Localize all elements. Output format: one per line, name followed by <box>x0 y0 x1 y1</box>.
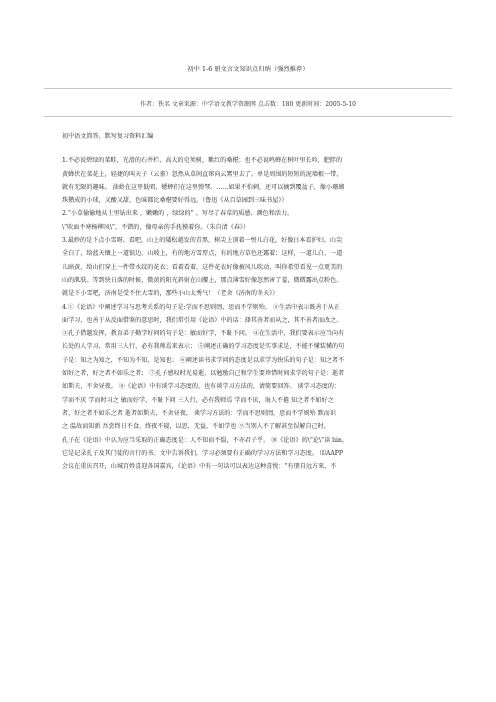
section-heading: 初中语文简答、默写复习资料汇编 <box>62 133 154 140</box>
text-line: 孔子在《论语》中认为应当采取的正确态度是：人不知而不愠，不亦君子乎。 ⑩《论语》的\“论\”读 lún， <box>62 436 349 444</box>
text-line: 如斯夫，不舍昼夜。 ⑧《论语》中有谈学习态度的，也有谈学习方法的，请简要回答。 谈学习态度的： <box>62 383 341 391</box>
text-line: 4.①《论语》中阐述学习与思考关系的句子是:学而不思则罔，思而不学则殆。 ②生活中表示既善于从正 <box>62 303 340 311</box>
text-line: \“吹面不寒杨柳风\”，不错的，像母亲的手抚摸着你。（朱自清《春》） <box>62 223 250 231</box>
text-line: 子是：知之为知之，不知为不知，是知也； ⑥阐述读书求学问的态度是以求学为快乐的句子是：知之者不 <box>62 356 345 364</box>
divider-top <box>44 88 452 89</box>
text-line: 黄蜂伏在菜花上，轻捷的叫天子（云雀）忽然从草间直窜向云霄里去了。单是周围的短短的泥墙根一带， <box>62 170 343 178</box>
spacer <box>62 143 434 154</box>
text-line: 山的肌肤。等到快日落的时候，微黄的阳光斜射在山腰上，那点薄雪好像忽然害了羞，微微露出点粉色。 <box>62 276 343 284</box>
text-line: 如好之者，好之者不如乐之者； ⑦孔子感叹时光易逝，以勉励自己和学生要珍惜时间求学的句子是：逝者 <box>62 370 345 378</box>
text-line <box>62 473 434 486</box>
text-line: 长处的人学习，常用三人行，必有我师焉来表示； ⑤阐述正确的学习态度是实事求是，不能不懂装懂的句 <box>62 343 345 351</box>
text-line: 儿暗黄，给山们穿上一件带水纹的花衣；看着看着，这件花衣好像被风儿吹动，叫你希望看见一点更美的 <box>62 263 343 271</box>
text-line: ③孔子借题发挥，教育弟子勤学好问的句子是：敏而好学，不耻下问。 ④在生活中，我们要表示应当向有 <box>62 330 345 338</box>
text-line: 就是下小雪吧，济南是受不住大雪的，那些小山太秀气！（老舍《济南的冬天》） <box>62 290 279 298</box>
text-line: 3.最妙的是下点小雪呀。看吧，山上的矮松越发的青黑，树尖上顶着一髻儿白花，好像日本看护妇。山尖 <box>62 237 343 245</box>
article-meta: 作者：佚名 文章来源：中学语文教学资源网 点击数：180 更新时间：2005-5-10 <box>140 101 356 108</box>
text-line: 珠攒成的小球，又酸又甜，色味都比桑椹要好得远。（鲁迅《从百草园到三味书屋》） <box>62 197 288 205</box>
text-line: 学而不厌 学而时习之 敏而好学，不耻下问 三人行，必有我师焉 学而不厌，诲人不倦 知之者不如好之 <box>62 396 334 404</box>
text-line: 1.不必说碧绿的菜畦，光滑的石井栏，高大的皂荚树，紫红的桑椹；也不必说鸣蝉在树叶里长吟，肥胖的 <box>62 157 343 165</box>
text-line: 2.“小草偷偷地从土里钻出来 ，嫩嫩的 ，绿绿的” 。写尽了春草的质感、颜色和活力。 <box>62 210 294 218</box>
text-line: 之 温故而知新 吾尝终日不食，终夜不寝，以思，无益，不如学也 ⑨当别人不了解甚至误解自己时， <box>62 423 330 431</box>
text-line: 会议在重庆召开，山城百姓喜迎各国嘉宾，《论语》中有一句话可以表达这种喜悦：“有朋自远方来，不 <box>62 463 337 471</box>
text-line: 者，好之者不如乐之者 逝者如斯夫，不舍昼夜。 谈学习方法的：学而不思则罔，思而不学则殆 默而识 <box>62 409 336 417</box>
divider-bottom <box>44 116 452 117</box>
text-line: 全白了，给蓝天镶上一道银边。山坡上，有的地方雪厚点，有的地方草色还露着；这样，一道儿白，一道 <box>62 250 343 258</box>
document-title: 初中 1-6 册文言文知识点归纳（强烈推荐） <box>187 66 309 73</box>
text-line: 面学习，也善于从反面借鉴的意思时，我们常引用《论语》中的话：择其善者而从之，其不善者而改之。 <box>62 316 343 324</box>
text-line: 就有无限的趣味。 油蛉在这里低唱，蟋蟀们在这里弹琴。……如果不怕刺，还可以摘到覆盆子，像小珊瑚 <box>62 183 345 191</box>
article-body <box>62 130 434 487</box>
text-line: 它是记录孔子及其门徒的言行的书。文中告诉我们，学习必须要有正确的学习方法和学习态度。 ⑾AAPP <box>62 449 343 457</box>
